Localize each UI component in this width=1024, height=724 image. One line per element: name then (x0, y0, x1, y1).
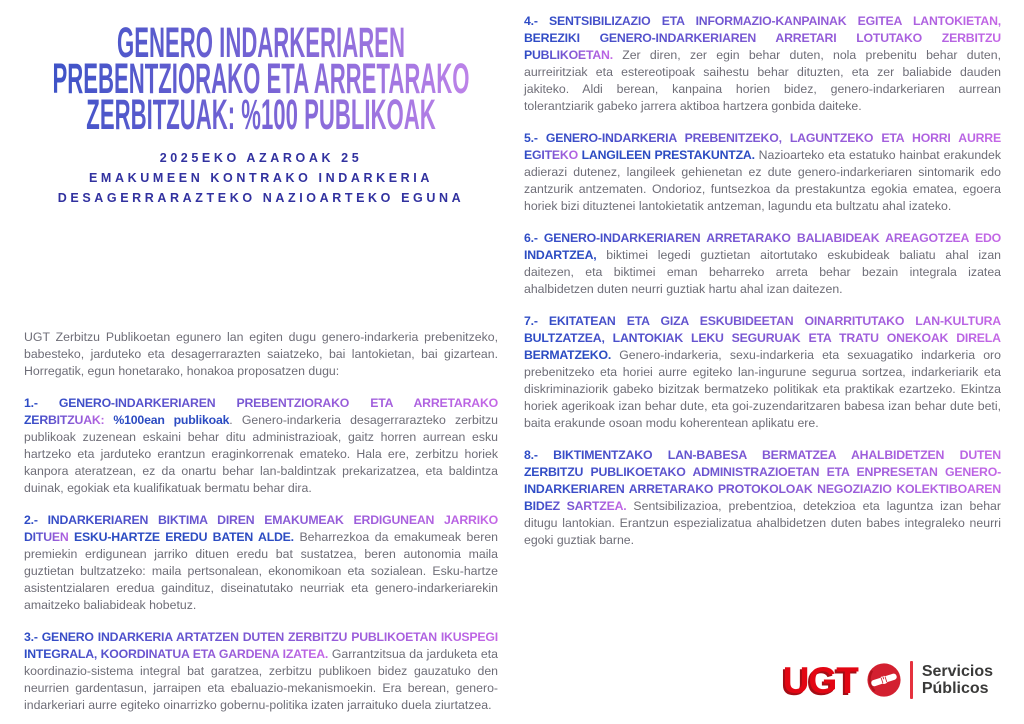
paragraph-heading-gradient: 1.- GENERO-INDARKERIAREN PREBENTZIORAKO ETA ARRETARAKO ZERBITZUAK: (24, 396, 498, 427)
subtitle-date: 2025EKO AZAROAK 25 (159, 151, 363, 165)
paragraph-heading-gradient: 7.- EKITATEAN ETA GIZA ESKUBIDEETAN OINARRITUTAKO LAN-KULTURA BULTZATZEA, LANTOKIAK LEKU SEGURUAK ETA TRATU ONEKOAK DIRELA (524, 314, 1001, 345)
paragraph-body-text: . Genero-indarkeria desagerrarazteko zerbitzu publikoak zuzenean eskaini behar ditu administrazioak, gaitz horren aurrean esku hartzeko eta jarduteko erantzun eraginkorrenak emateko. Hala ere, zerbitzu horiek kanpora ateratzean, ez da onartu behar lan-baldintzak prekarizatzea, eta baldintza duinak, egokiak eta kualifikatuak bermatu behar dira. (24, 413, 499, 495)
paragraph-heading-gradient: 3.- GENERO INDARKERIA ARTATZEN DUTEN ZERBITZU PUBLIKOETAN IKUSPEGI INTEGRALA, KOORDINATUA ETA GARDENA IZATEA. (24, 630, 498, 661)
paragraph-body-text: Sentsibilizazioa, prebentzioa, detekzioa eta laguntza izan behar ditugu lantokian. Erantzun espezializatua ahalbidetzen duten babes integraleko neurri egoki guztiak barne. (524, 499, 1001, 547)
handshake-icon (867, 663, 901, 697)
paragraph-body-text: Beharrezkoa da emakumeak beren premiekin erdigunean jarriko dituen eredu bat sustatzea, beren autonomia maila guztietan bultzatzeko: maila pertsonalean, ekonomikoan eta sozialean. Esku-hartze asistentzialaren eredua gaindituz, diseinatutako neurriak eta genero-indarkeriarekin amaitzeko baliabideak hobetuz. (24, 530, 499, 612)
paragraph-heading-gradient: 4.- SENTSIBILIZAZIO ETA INFORMAZIO-KANPAINAK EGITEA LANTOKIETAN, BEREZIKI GENERO-INDARKERIAREN ARRETARI LOTUTAKO ZERBITZU PUBLIKOETAN. (524, 14, 1001, 62)
paragraph (24, 629, 498, 714)
paragraph-body-text: Nazioarteko eta estatuko hainbat erakundek adierazi dutenez, langileek gehienetan ez dute genero-indarkeriaren sintomarik edo zantzurik antzematen. Ondorioz, funtsezkoa da prestakuntza egokia ematea, egoera horiek bizi dituztenei lantokietatik antzeman, lagundu eta bultzatu ahal izateko. (524, 148, 1001, 213)
paragraph-heading-gradient: 2.- INDARKERIAREN BIKTIMA DIREN EMAKUMEAK ERDIGUNEAN JARRIKO DITUEN (24, 513, 498, 544)
right-column-paragraphs (524, 13, 1001, 549)
paragraph-heading-gradient: 8.- BIKTIMENTZAKO LAN-BABESA BERMATZEA AHALBIDETZEN DUTEN ZERBITZU PUBLIKOETAKO ADMINISTRAZIOETAN ETA ENPRESETAN GENERO-INDARKERIAREN ARRETARAKO PROTOKOLOAK NEGOZIAZIO KOLEKTIBOAREN BIDEZ SARTZEA. (524, 448, 1001, 513)
logo-org-name (922, 663, 993, 698)
paragraph (524, 130, 1001, 215)
paragraph (524, 313, 1001, 432)
subtitle-line-3: DESAGERRARAZTEKO NAZIOARTEKO EGUNA (57, 191, 465, 205)
paragraph-heading-tail: INDARTZEA, (524, 248, 597, 262)
paragraph (524, 447, 1001, 549)
left-column-paragraphs (24, 329, 498, 714)
paragraph-body-text: Zer diren, zer egin behar duten, nola prebenitu behar duten, aurreiritziak eta estereotipoak saihestu behar dituzten, eta zer baliabide dauden jakiteko. Aldi berean, kanpaina horien bidez, genero-indarkeriaren aurrean tolerantziarik gabeko jarrera aktiboa hartzera gonbida daiteke. (524, 48, 1001, 113)
right-column (524, 0, 1001, 724)
paragraph-body-text: Garrantzitsua da jarduketa eta koordinazio-sistema integral bat garatzea, zerbitzu publikoen bidez gauzatuko den neurrien gardentasun, jarraipen eta ebaluazio-mekanismoekin. Era berean, genero-indarkeriari aurre egiteko oinarrizko gobernu-politika izaten jarraituko duela ziurtatzea. (24, 647, 499, 712)
page-title-line-1: GENERO INDARKERIAREN (117, 19, 405, 67)
paragraph-heading-gradient: 6.- GENERO-INDARKERIAREN ARRETARAKO BALIABIDEAK AREAGOTZEA EDO (524, 231, 1001, 245)
paragraph (24, 512, 498, 614)
logo-divider (910, 661, 913, 699)
ugt-logo-acronym: UGT (782, 659, 858, 701)
page-title (24, 19, 498, 139)
page-title-line-3: ZERBITZUAK: %100 PUBLIKOAK (86, 91, 436, 139)
paragraph-heading-gradient: 5.- GENERO-INDARKERIA PREBENITZEKO, LAGUNTZEKO ETA HORRI AURRE EGITEKO (524, 131, 1001, 162)
ugt-logo (783, 661, 993, 699)
paragraph-heading-tail: BERMATZEKO. (524, 348, 612, 362)
page-title-line-2: PREBENTZIORAKO ETA ARRETARAKO (52, 55, 470, 103)
page-subtitle (24, 148, 498, 208)
logo-org-line-2: Públicos (921, 680, 989, 697)
paragraph-heading-tail: LANGILEEN PRESTAKUNTZA. (581, 148, 755, 162)
paragraph-heading-tail: %100ean publikoak (113, 413, 230, 427)
paragraph-body-text: UGT Zerbitzu Publikoetan egunero lan egiten dugu genero-indarkeria prebenitzeko, babesteko, jarduteko eta desagerrarazten saiatzeko, bai lantokietan, bai gizartean. Horregatik, egun honetarako, honakoa proposatzen dugu: (24, 330, 498, 378)
paragraph (24, 329, 498, 380)
paragraph (24, 395, 498, 497)
paragraph (524, 230, 1001, 298)
left-column (24, 0, 498, 724)
paragraph-heading-tail: ESKU-HARTZE EREDU BATEN ALDE. (73, 530, 294, 544)
paragraph-body-text: biktimei legedi guztietan aitortutako eskubideak baliatu ahal izan daitezen, eta biktimei eman beharreko arreta behar bezain integrala izatea ahalbidetzen duten neurri guztiak hartu ahal izan daitezen. (524, 248, 1001, 296)
paragraph-body-text: Genero-indarkeria, sexu-indarkeria eta sexuagatiko indarkeria oro prebenitzeko eta horiei aurre egiteko lan-ingurune segurua sortzea, indarkeriarik eta diskriminaziorik gabeko bizitzak bermatzeko politikak eta praktikak ezartzeko. Ekintza horiek agerikoak izan behar dute, eta goi-zuzendaritzaren babesa izan behar dute beti, baita erakunde osoan modu koherentean aplikatu ere. (524, 348, 1001, 430)
paragraph (524, 13, 1001, 115)
subtitle-line-2: EMAKUMEEN KONTRAKO INDARKERIA (89, 171, 433, 185)
logo-org-line-1: Servicios (921, 662, 993, 680)
